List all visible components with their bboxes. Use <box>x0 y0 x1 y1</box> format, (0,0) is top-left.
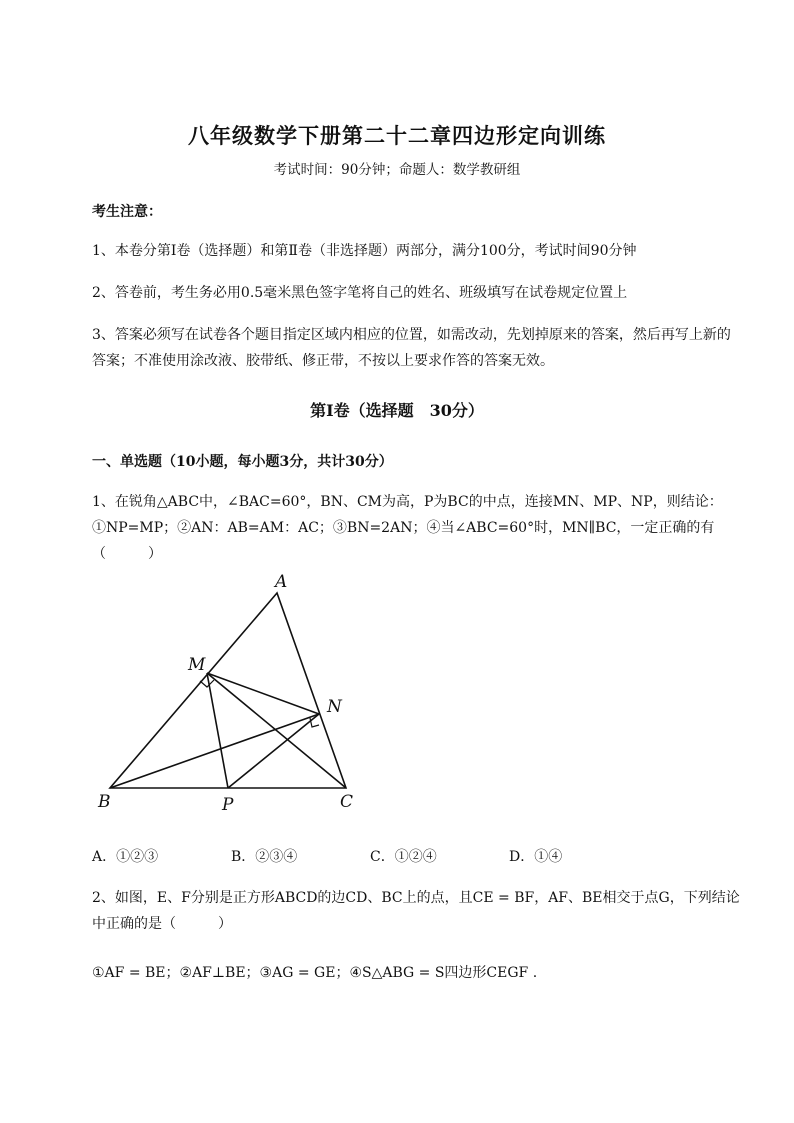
label-A: A <box>275 572 288 592</box>
question-2-line-2: 中正确的是（ ） <box>92 916 232 932</box>
option-c: C．①②④ <box>370 849 437 865</box>
section-title: 第Ⅰ卷（选择题 30分） <box>310 401 484 420</box>
question-2-line-1: 2、如图，E、F分别是正方形ABCD的边CD、BC上的点，且CE = BF，AF、BE相交于点G，下列结论 <box>92 890 740 906</box>
notice-item-3: 3、答案必须写在试卷各个题目指定区域内相应的位置，如需改动，先划掉原来的答案，然后再写上新的答案；不准使用涂改液、胶带纸、修正带，不按以上要求作答的答案无效。 <box>92 327 731 369</box>
label-B: B <box>98 792 111 812</box>
option-a: A．①②③ <box>92 849 159 865</box>
label-P: P <box>222 795 234 815</box>
label-N: N <box>327 697 342 717</box>
notice-item-2: 2、答卷前，考生务必用0.5毫米黑色签字笔将自己的姓名、班级填写在试卷规定位置上 <box>92 285 628 301</box>
triangle-lines <box>110 593 346 788</box>
label-M: M <box>188 655 206 675</box>
question-1-text: 1、在锐角△ABC中，∠BAC=60°，BN、CM为高，P为BC的中点，连接MN、MP、NP，则结论：①NP=MP；②AN：AB=AM：AC；③BN=2AN；④当∠ABC=60°时，MN∥BC，一定正确的有（ ） <box>92 494 723 562</box>
option-b: B．②③④ <box>231 849 298 865</box>
notice-item-1: 1、本卷分第Ⅰ卷（选择题）和第Ⅱ卷（非选择题）两部分，满分100分，考试时间90分钟 <box>92 243 637 259</box>
option-d: D．①④ <box>509 849 563 865</box>
label-C: C <box>340 792 354 812</box>
exam-info: 考试时间：90分钟；命题人：数学教研组 <box>273 162 521 178</box>
triangle-figure <box>92 560 382 820</box>
notice-heading: 考生注意： <box>92 204 162 220</box>
question-2-conclusions: ①AF = BE；②AF⊥BE；③AG = GE；④S△ABG = S四边形CEGF . <box>92 965 538 981</box>
page-title: 八年级数学下册第二十二章四边形定向训练 <box>188 123 606 148</box>
part-heading: 一、单选题（10小题，每小题3分，共计30分） <box>92 454 393 470</box>
